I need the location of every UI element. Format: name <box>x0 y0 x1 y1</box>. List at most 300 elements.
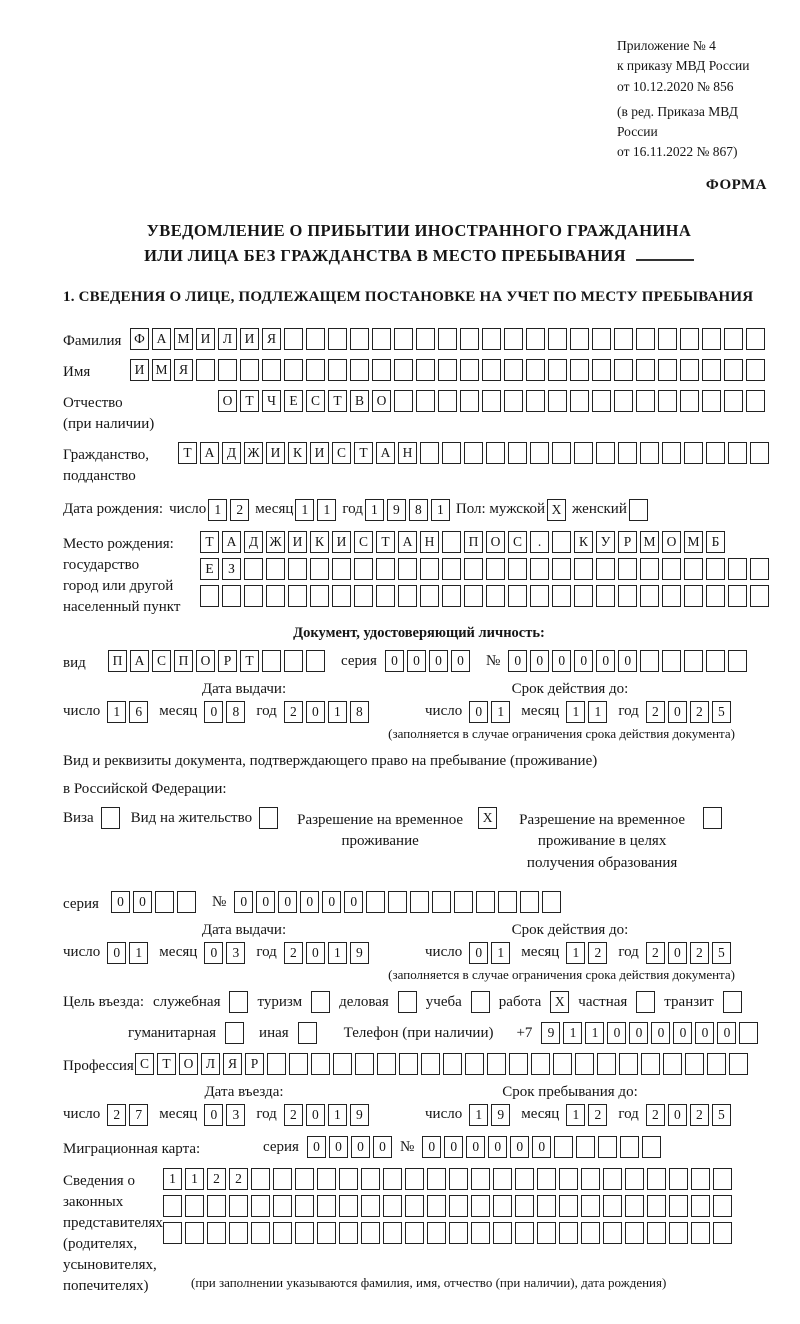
legal-reps-cells-row3[interactable] <box>163 1222 732 1244</box>
char-cell[interactable]: О <box>179 1053 198 1075</box>
char-cell[interactable] <box>432 891 451 913</box>
gender-female-checkbox[interactable] <box>629 499 648 521</box>
char-cell[interactable] <box>163 1222 182 1244</box>
char-cell[interactable]: 0 <box>344 891 363 913</box>
char-cell[interactable]: 0 <box>322 891 341 913</box>
char-cell[interactable] <box>273 1195 292 1217</box>
char-cell[interactable] <box>333 1053 352 1075</box>
char-cell[interactable] <box>464 558 483 580</box>
char-cell[interactable] <box>669 1222 688 1244</box>
char-cell[interactable] <box>750 585 769 607</box>
char-cell[interactable] <box>647 1168 666 1190</box>
char-cell[interactable] <box>515 1222 534 1244</box>
char-cell[interactable] <box>350 359 369 381</box>
char-cell[interactable]: Б <box>706 531 725 553</box>
permit-expiry-day[interactable] <box>469 942 510 964</box>
char-cell[interactable]: 2 <box>207 1168 226 1190</box>
char-cell[interactable] <box>728 558 747 580</box>
char-cell[interactable] <box>388 891 407 913</box>
char-cell[interactable] <box>420 442 439 464</box>
char-cell[interactable] <box>614 328 633 350</box>
char-cell[interactable] <box>504 359 523 381</box>
char-cell[interactable]: Ф <box>130 328 149 350</box>
char-cell[interactable] <box>684 650 703 672</box>
char-cell[interactable] <box>471 991 490 1013</box>
char-cell[interactable]: Ч <box>262 390 281 412</box>
char-cell[interactable] <box>728 585 747 607</box>
char-cell[interactable]: 0 <box>307 1136 326 1158</box>
char-cell[interactable]: М <box>640 531 659 553</box>
permit-expiry-year[interactable] <box>646 942 731 964</box>
char-cell[interactable]: 8 <box>226 701 245 723</box>
char-cell[interactable]: 2 <box>588 1104 607 1126</box>
char-cell[interactable] <box>636 359 655 381</box>
purpose-business-checkbox[interactable] <box>398 991 417 1013</box>
char-cell[interactable] <box>739 1022 758 1044</box>
char-cell[interactable]: 0 <box>422 1136 441 1158</box>
doc-kind-cells[interactable] <box>108 650 325 672</box>
char-cell[interactable] <box>640 442 659 464</box>
char-cell[interactable] <box>218 359 237 381</box>
entry-day[interactable] <box>107 1104 148 1126</box>
char-cell[interactable] <box>229 991 248 1013</box>
char-cell[interactable] <box>266 558 285 580</box>
char-cell[interactable] <box>548 328 567 350</box>
char-cell[interactable]: 2 <box>284 701 303 723</box>
char-cell[interactable] <box>592 328 611 350</box>
char-cell[interactable] <box>196 359 215 381</box>
char-cell[interactable]: 0 <box>717 1022 736 1044</box>
char-cell[interactable]: А <box>152 328 171 350</box>
char-cell[interactable] <box>361 1195 380 1217</box>
migration-number-cells[interactable] <box>422 1136 661 1158</box>
char-cell[interactable] <box>707 1053 726 1075</box>
char-cell[interactable] <box>750 442 769 464</box>
char-cell[interactable]: 1 <box>563 1022 582 1044</box>
char-cell[interactable] <box>581 1168 600 1190</box>
char-cell[interactable] <box>530 585 549 607</box>
char-cell[interactable] <box>596 442 615 464</box>
char-cell[interactable]: 0 <box>469 942 488 964</box>
char-cell[interactable] <box>746 390 765 412</box>
char-cell[interactable] <box>647 1195 666 1217</box>
char-cell[interactable]: Я <box>262 328 281 350</box>
char-cell[interactable]: 0 <box>673 1022 692 1044</box>
char-cell[interactable] <box>460 390 479 412</box>
char-cell[interactable] <box>724 359 743 381</box>
char-cell[interactable]: 2 <box>646 1104 665 1126</box>
char-cell[interactable] <box>592 390 611 412</box>
char-cell[interactable]: 0 <box>530 650 549 672</box>
char-cell[interactable] <box>603 1168 622 1190</box>
firstname-cells[interactable] <box>130 359 765 381</box>
char-cell[interactable]: 1 <box>566 1104 585 1126</box>
passport-issue-month[interactable] <box>204 701 245 723</box>
char-cell[interactable] <box>706 442 725 464</box>
char-cell[interactable]: Н <box>398 442 417 464</box>
char-cell[interactable]: 0 <box>204 701 223 723</box>
char-cell[interactable] <box>680 390 699 412</box>
char-cell[interactable] <box>311 991 330 1013</box>
char-cell[interactable] <box>288 558 307 580</box>
char-cell[interactable] <box>663 1053 682 1075</box>
char-cell[interactable] <box>443 1053 462 1075</box>
char-cell[interactable] <box>310 558 329 580</box>
char-cell[interactable] <box>575 1053 594 1075</box>
char-cell[interactable]: 0 <box>552 650 571 672</box>
char-cell[interactable] <box>636 328 655 350</box>
birth-day-cells[interactable] <box>208 499 249 521</box>
char-cell[interactable] <box>603 1195 622 1217</box>
char-cell[interactable]: Р <box>218 650 237 672</box>
char-cell[interactable] <box>377 1053 396 1075</box>
char-cell[interactable]: П <box>464 531 483 553</box>
char-cell[interactable] <box>581 1222 600 1244</box>
char-cell[interactable] <box>244 585 263 607</box>
char-cell[interactable]: 0 <box>607 1022 626 1044</box>
char-cell[interactable] <box>680 359 699 381</box>
char-cell[interactable]: 2 <box>646 942 665 964</box>
char-cell[interactable] <box>713 1195 732 1217</box>
char-cell[interactable]: В <box>350 390 369 412</box>
char-cell[interactable] <box>471 1222 490 1244</box>
char-cell[interactable]: К <box>574 531 593 553</box>
char-cell[interactable] <box>493 1195 512 1217</box>
migration-series-cells[interactable] <box>307 1136 392 1158</box>
char-cell[interactable] <box>339 1168 358 1190</box>
char-cell[interactable]: А <box>222 531 241 553</box>
char-cell[interactable]: Т <box>240 390 259 412</box>
char-cell[interactable] <box>427 1222 446 1244</box>
doc-number-cells[interactable] <box>508 650 747 672</box>
char-cell[interactable] <box>662 650 681 672</box>
char-cell[interactable] <box>332 558 351 580</box>
purpose-work-checkbox[interactable] <box>550 991 569 1013</box>
legal-reps-cells-row1[interactable] <box>163 1168 732 1190</box>
char-cell[interactable]: 1 <box>469 1104 488 1126</box>
char-cell[interactable] <box>559 1168 578 1190</box>
char-cell[interactable]: К <box>310 531 329 553</box>
char-cell[interactable] <box>284 328 303 350</box>
char-cell[interactable] <box>394 328 413 350</box>
char-cell[interactable] <box>229 1195 248 1217</box>
char-cell[interactable] <box>288 585 307 607</box>
doc-series-cells[interactable] <box>385 650 470 672</box>
char-cell[interactable] <box>713 1222 732 1244</box>
char-cell[interactable] <box>306 359 325 381</box>
char-cell[interactable]: 0 <box>510 1136 529 1158</box>
char-cell[interactable] <box>416 328 435 350</box>
stay-month[interactable] <box>566 1104 607 1126</box>
char-cell[interactable] <box>662 585 681 607</box>
char-cell[interactable] <box>101 807 120 829</box>
char-cell[interactable]: 0 <box>204 942 223 964</box>
char-cell[interactable] <box>691 1168 710 1190</box>
char-cell[interactable]: 0 <box>444 1136 463 1158</box>
char-cell[interactable]: 0 <box>351 1136 370 1158</box>
char-cell[interactable] <box>311 1053 330 1075</box>
char-cell[interactable]: 2 <box>690 1104 709 1126</box>
char-cell[interactable] <box>669 1195 688 1217</box>
char-cell[interactable]: М <box>152 359 171 381</box>
char-cell[interactable]: Т <box>240 650 259 672</box>
char-cell[interactable]: 1 <box>317 499 336 521</box>
char-cell[interactable] <box>537 1195 556 1217</box>
char-cell[interactable]: 1 <box>588 701 607 723</box>
char-cell[interactable] <box>570 359 589 381</box>
char-cell[interactable] <box>508 558 527 580</box>
char-cell[interactable] <box>746 359 765 381</box>
char-cell[interactable]: 3 <box>226 1104 245 1126</box>
permit-issue-day[interactable] <box>107 942 148 964</box>
char-cell[interactable]: 5 <box>712 701 731 723</box>
char-cell[interactable]: З <box>222 558 241 580</box>
char-cell[interactable] <box>361 1168 380 1190</box>
char-cell[interactable] <box>222 585 241 607</box>
char-cell[interactable] <box>703 807 722 829</box>
char-cell[interactable]: 8 <box>409 499 428 521</box>
temp-residence-education-checkbox[interactable] <box>703 807 722 829</box>
char-cell[interactable]: А <box>130 650 149 672</box>
char-cell[interactable]: 2 <box>690 942 709 964</box>
char-cell[interactable] <box>464 585 483 607</box>
char-cell[interactable]: Т <box>157 1053 176 1075</box>
char-cell[interactable] <box>416 359 435 381</box>
char-cell[interactable] <box>317 1222 336 1244</box>
char-cell[interactable]: 1 <box>585 1022 604 1044</box>
char-cell[interactable]: О <box>196 650 215 672</box>
char-cell[interactable] <box>482 359 501 381</box>
char-cell[interactable] <box>559 1195 578 1217</box>
char-cell[interactable] <box>574 585 593 607</box>
char-cell[interactable]: С <box>152 650 171 672</box>
char-cell[interactable] <box>592 359 611 381</box>
char-cell[interactable]: 0 <box>234 891 253 913</box>
char-cell[interactable] <box>530 442 549 464</box>
char-cell[interactable]: Р <box>245 1053 264 1075</box>
stay-day[interactable] <box>469 1104 510 1126</box>
surname-cells[interactable] <box>130 328 765 350</box>
char-cell[interactable] <box>618 442 637 464</box>
char-cell[interactable]: 0 <box>429 650 448 672</box>
char-cell[interactable] <box>200 585 219 607</box>
char-cell[interactable] <box>625 1168 644 1190</box>
char-cell[interactable] <box>486 585 505 607</box>
char-cell[interactable]: 0 <box>618 650 637 672</box>
purpose-transit-checkbox[interactable] <box>723 991 742 1013</box>
char-cell[interactable]: 0 <box>385 650 404 672</box>
char-cell[interactable] <box>570 390 589 412</box>
char-cell[interactable] <box>383 1195 402 1217</box>
char-cell[interactable] <box>355 1053 374 1075</box>
char-cell[interactable]: И <box>266 442 285 464</box>
char-cell[interactable]: 0 <box>488 1136 507 1158</box>
char-cell[interactable] <box>641 1053 660 1075</box>
char-cell[interactable] <box>640 585 659 607</box>
char-cell[interactable] <box>486 558 505 580</box>
char-cell[interactable] <box>317 1195 336 1217</box>
char-cell[interactable] <box>372 359 391 381</box>
char-cell[interactable]: И <box>240 328 259 350</box>
char-cell[interactable] <box>339 1222 358 1244</box>
char-cell[interactable]: С <box>135 1053 154 1075</box>
char-cell[interactable] <box>597 1053 616 1075</box>
char-cell[interactable] <box>526 328 545 350</box>
char-cell[interactable] <box>289 1053 308 1075</box>
char-cell[interactable]: 0 <box>451 650 470 672</box>
char-cell[interactable] <box>398 558 417 580</box>
char-cell[interactable]: О <box>372 390 391 412</box>
char-cell[interactable] <box>669 1168 688 1190</box>
char-cell[interactable] <box>410 891 429 913</box>
char-cell[interactable] <box>508 585 527 607</box>
char-cell[interactable] <box>493 1222 512 1244</box>
char-cell[interactable] <box>317 1168 336 1190</box>
char-cell[interactable] <box>552 442 571 464</box>
char-cell[interactable]: Д <box>222 442 241 464</box>
char-cell[interactable]: 3 <box>226 942 245 964</box>
char-cell[interactable] <box>354 558 373 580</box>
char-cell[interactable]: Т <box>376 531 395 553</box>
char-cell[interactable]: 2 <box>284 942 303 964</box>
char-cell[interactable] <box>361 1222 380 1244</box>
char-cell[interactable] <box>394 390 413 412</box>
char-cell[interactable]: 2 <box>284 1104 303 1126</box>
char-cell[interactable] <box>449 1168 468 1190</box>
char-cell[interactable] <box>420 558 439 580</box>
char-cell[interactable] <box>614 359 633 381</box>
char-cell[interactable] <box>647 1222 666 1244</box>
char-cell[interactable] <box>273 1222 292 1244</box>
char-cell[interactable] <box>240 359 259 381</box>
birthplace-cells-row2[interactable] <box>200 558 769 580</box>
char-cell[interactable] <box>526 390 545 412</box>
char-cell[interactable]: С <box>508 531 527 553</box>
char-cell[interactable] <box>376 558 395 580</box>
char-cell[interactable] <box>284 650 303 672</box>
char-cell[interactable] <box>552 531 571 553</box>
char-cell[interactable]: 0 <box>306 942 325 964</box>
char-cell[interactable]: 2 <box>229 1168 248 1190</box>
char-cell[interactable] <box>177 891 196 913</box>
char-cell[interactable] <box>454 891 473 913</box>
char-cell[interactable] <box>421 1053 440 1075</box>
char-cell[interactable] <box>642 1136 661 1158</box>
char-cell[interactable] <box>574 442 593 464</box>
char-cell[interactable] <box>618 558 637 580</box>
char-cell[interactable] <box>619 1053 638 1075</box>
char-cell[interactable] <box>702 359 721 381</box>
char-cell[interactable]: Ж <box>244 442 263 464</box>
char-cell[interactable] <box>482 328 501 350</box>
char-cell[interactable]: Т <box>354 442 373 464</box>
char-cell[interactable] <box>442 442 461 464</box>
char-cell[interactable]: 9 <box>491 1104 510 1126</box>
purpose-official-checkbox[interactable] <box>229 991 248 1013</box>
char-cell[interactable] <box>509 1053 528 1075</box>
char-cell[interactable] <box>620 1136 639 1158</box>
char-cell[interactable]: X <box>550 991 569 1013</box>
char-cell[interactable]: 2 <box>230 499 249 521</box>
char-cell[interactable] <box>487 1053 506 1075</box>
char-cell[interactable]: 1 <box>295 499 314 521</box>
char-cell[interactable] <box>706 558 725 580</box>
char-cell[interactable] <box>625 1222 644 1244</box>
char-cell[interactable] <box>438 390 457 412</box>
char-cell[interactable] <box>486 442 505 464</box>
char-cell[interactable]: Е <box>284 390 303 412</box>
char-cell[interactable] <box>460 359 479 381</box>
char-cell[interactable]: 1 <box>163 1168 182 1190</box>
char-cell[interactable] <box>531 1053 550 1075</box>
char-cell[interactable] <box>574 558 593 580</box>
char-cell[interactable] <box>449 1195 468 1217</box>
char-cell[interactable]: Л <box>201 1053 220 1075</box>
purpose-other-checkbox[interactable] <box>298 1022 317 1044</box>
visa-checkbox[interactable] <box>101 807 120 829</box>
char-cell[interactable] <box>548 359 567 381</box>
char-cell[interactable]: 0 <box>373 1136 392 1158</box>
char-cell[interactable]: 0 <box>329 1136 348 1158</box>
char-cell[interactable] <box>471 1195 490 1217</box>
char-cell[interactable] <box>266 585 285 607</box>
char-cell[interactable]: 0 <box>306 1104 325 1126</box>
char-cell[interactable]: П <box>108 650 127 672</box>
char-cell[interactable] <box>636 991 655 1013</box>
char-cell[interactable]: И <box>310 442 329 464</box>
char-cell[interactable] <box>658 359 677 381</box>
char-cell[interactable]: 0 <box>278 891 297 913</box>
char-cell[interactable] <box>251 1168 270 1190</box>
char-cell[interactable] <box>295 1195 314 1217</box>
char-cell[interactable] <box>559 1222 578 1244</box>
char-cell[interactable] <box>526 359 545 381</box>
residence-permit-checkbox[interactable] <box>259 807 278 829</box>
passport-expiry-year[interactable] <box>646 701 731 723</box>
char-cell[interactable] <box>328 359 347 381</box>
char-cell[interactable] <box>504 328 523 350</box>
char-cell[interactable]: 0 <box>306 701 325 723</box>
char-cell[interactable] <box>515 1195 534 1217</box>
birthplace-cells-row1[interactable] <box>200 531 769 553</box>
char-cell[interactable] <box>691 1222 710 1244</box>
permit-expiry-month[interactable] <box>566 942 607 964</box>
char-cell[interactable] <box>155 891 174 913</box>
char-cell[interactable]: 0 <box>695 1022 714 1044</box>
char-cell[interactable] <box>464 442 483 464</box>
char-cell[interactable]: 0 <box>111 891 130 913</box>
char-cell[interactable] <box>273 1168 292 1190</box>
char-cell[interactable]: Т <box>200 531 219 553</box>
char-cell[interactable] <box>185 1222 204 1244</box>
char-cell[interactable]: И <box>130 359 149 381</box>
char-cell[interactable]: 0 <box>204 1104 223 1126</box>
char-cell[interactable] <box>640 650 659 672</box>
char-cell[interactable] <box>405 1168 424 1190</box>
char-cell[interactable] <box>542 891 561 913</box>
char-cell[interactable]: К <box>288 442 307 464</box>
char-cell[interactable] <box>259 807 278 829</box>
char-cell[interactable] <box>262 359 281 381</box>
char-cell[interactable]: 0 <box>469 701 488 723</box>
char-cell[interactable] <box>442 558 461 580</box>
char-cell[interactable] <box>295 1168 314 1190</box>
char-cell[interactable] <box>328 328 347 350</box>
char-cell[interactable] <box>244 558 263 580</box>
char-cell[interactable] <box>691 1195 710 1217</box>
char-cell[interactable] <box>295 1222 314 1244</box>
char-cell[interactable]: 1 <box>431 499 450 521</box>
